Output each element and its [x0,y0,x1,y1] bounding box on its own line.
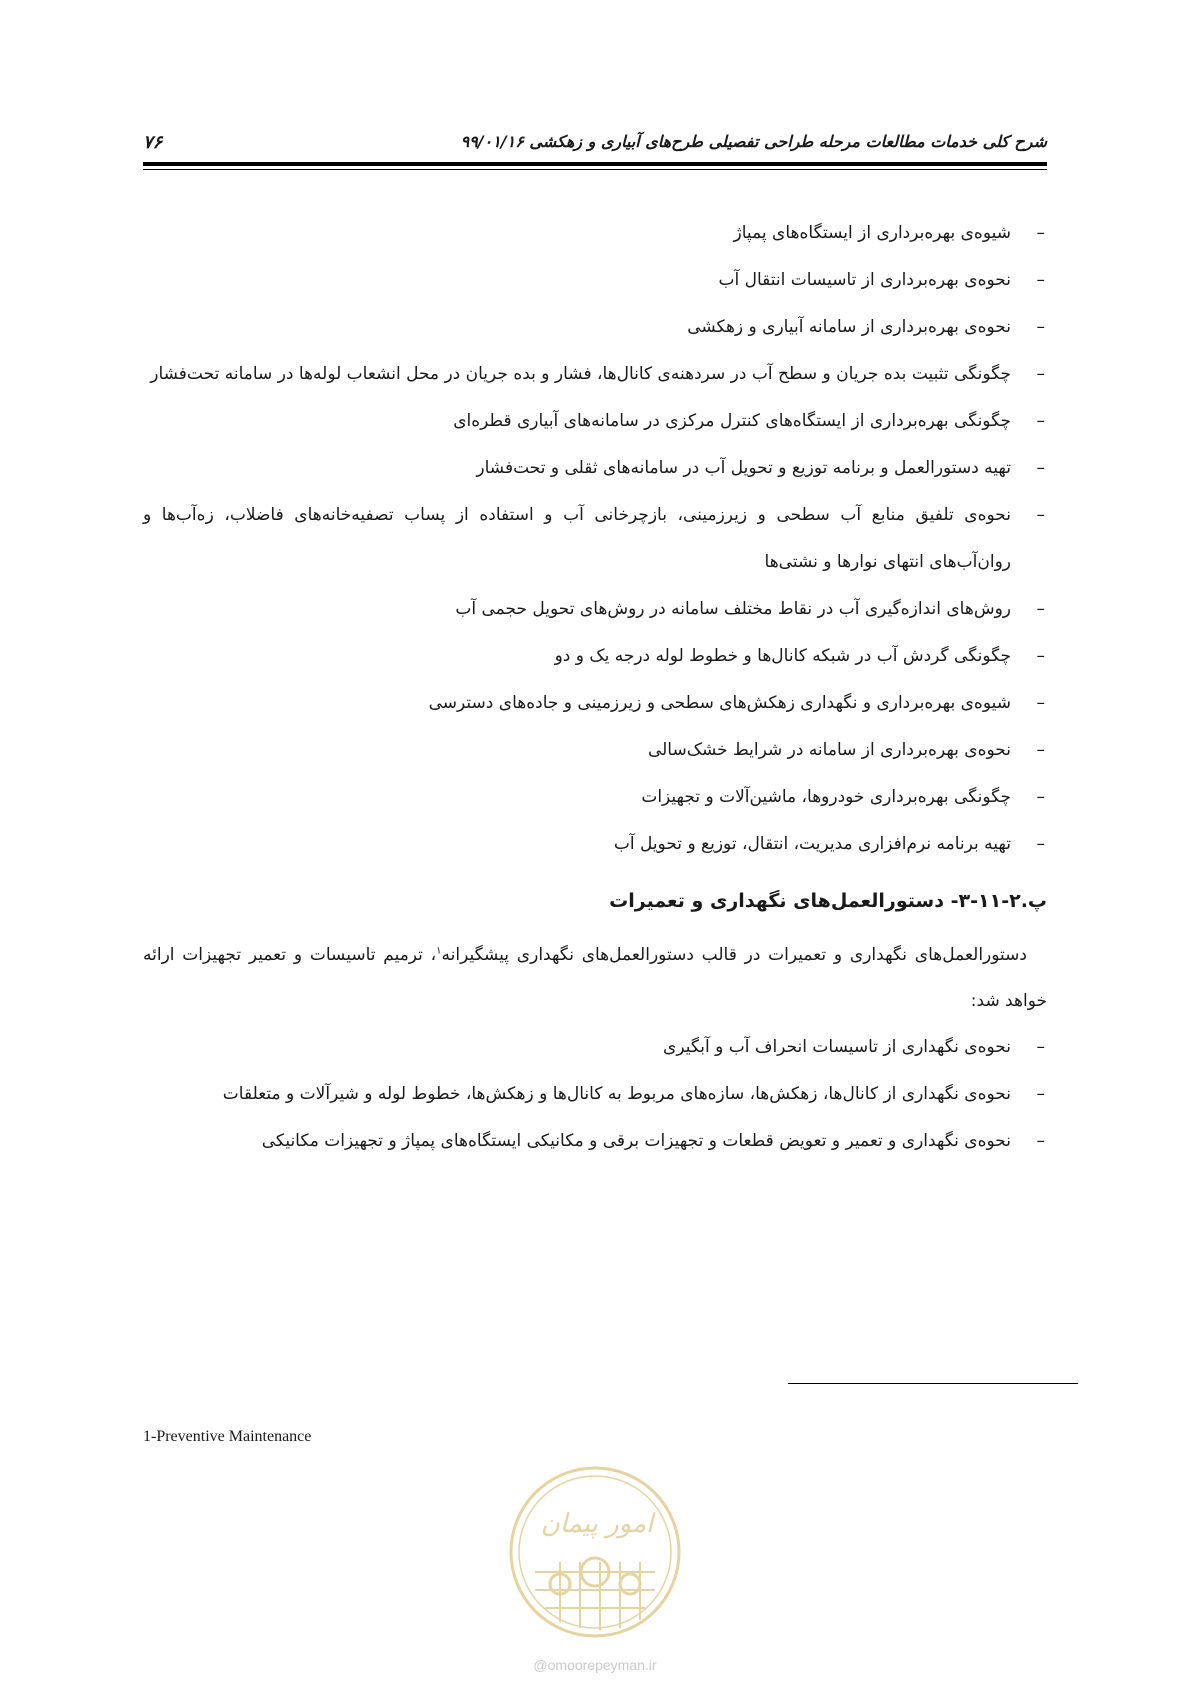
footnote-ref: ۱ [436,945,442,957]
operation-list [143,210,1047,868]
bullet-dash: – [1036,693,1045,713]
footnote-rule [788,1383,1078,1384]
bullet-dash: – [1036,317,1045,337]
list-item: – نحوه‌ی تلفیق منابع آب سطحی و زیرزمینی، بازچرخانی آب و استفاده از پساب تصفیه‌خانه‌های فاضلاب، زه‌آب‌ها و روان‌آب‌های انتهای نوارها و نشتی‌ها [143,492,1047,586]
bullet-dash: – [1036,223,1045,243]
list-item: – نحوه‌ی بهره‌برداری از سامانه آبیاری و زهکشی [143,304,1047,351]
list-item: – نحوه‌ی نگهداری و تعمیر و تعویض قطعات و تجهیزات برقی و مکانیکی ایستگاه‌های پمپاژ و تجهیزات مکانیکی [143,1118,1047,1165]
list-item: – نحوه‌ی نگهداری از تاسیسات انحراف آب و آبگیری [143,1024,1047,1071]
bullet-dash: – [1036,505,1045,525]
list-item: – نحوه‌ی نگهداری از کانال‌ها، زهکش‌ها، سازه‌های مربوط به کانال‌ها و زهکش‌ها، خطوط لوله و شیرآلات و متعلقات [143,1071,1047,1118]
list-item: – نحوه‌ی بهره‌برداری از تاسیسات انتقال آب [143,257,1047,304]
bullet-dash: – [1036,1084,1045,1104]
list-item: – چگونگی بهره‌برداری خودروها، ماشین‌آلات و تجهیزات [143,774,1047,821]
watermark-logo-icon [505,1462,685,1642]
bullet-dash: – [1036,740,1045,760]
list-item: – چگونگی گردش آب در شبکه کانال‌ها و خطوط لوله درجه یک و دو [143,633,1047,680]
list-item: – تهیه برنامه نرم‌افزاری مدیریت، انتقال، توزیع و تحویل آب [143,821,1047,868]
bullet-dash: – [1036,1131,1045,1151]
list-item: – چگونگی تثبیت بده جریان و سطح آب در سردهنه‌ی کانال‌ها، فشار و بده جریان در محل انشعاب لوله‌ها در سامانه تحت‌فشار [143,351,1047,398]
bullet-dash: – [1036,270,1045,290]
list-item: – شیوه‌ی بهره‌برداری و نگهداری زهکش‌های سطحی و زیرزمینی و جاده‌های دسترسی [143,680,1047,727]
section-intro: دستورالعمل‌های نگهداری و تعمیرات در قالب دستورالعمل‌های نگهداری پیشگیرانه$^۱$، ترمیم تاسیسات و تعمیر تجهیزات ارائه خواهد شد: [143,945,1047,1011]
page-number: ۷۶ [143,132,163,153]
watermark-logo-text: امور پیمان [540,1509,654,1539]
list-item: – روش‌های اندازه‌گیری آب در نقاط مختلف سامانه در روش‌های تحویل حجمی آب [143,586,1047,633]
bullet-dash: – [1036,364,1045,384]
bullet-dash: – [1036,646,1045,666]
bullet-dash: – [1036,599,1045,619]
watermark-url: @omoorepeyman.ir [533,1657,657,1673]
bullet-dash: – [1036,1037,1045,1057]
list-item: – تهیه دستورالعمل و برنامه توزیع و تحویل آب در سامانه‌های ثقلی و تحت‌فشار [143,445,1047,492]
bullet-dash: – [1036,787,1045,807]
bullet-dash: – [1036,411,1045,431]
footnote: 1-Preventive Maintenance [143,1428,312,1445]
list-item: – شیوه‌ی بهره‌برداری از ایستگاه‌های پمپاژ [143,210,1047,257]
section-heading: پ.۲-۱۱-۳- دستورالعمل‌های نگهداری و تعمیرات [609,890,1047,912]
list-item: – چگونگی بهره‌برداری از ایستگاه‌های کنترل مرکزی در سامانه‌های آبیاری قطره‌ای [143,398,1047,445]
running-title: شرح کلی خدمات مطالعات مرحله طراحی تفصیلی طرح‌های آبیاری و زهکشی ۹۹/۰۱/۱۶ [460,132,1047,151]
page-body [143,210,1047,1165]
header-rule-thick [143,162,1047,166]
bullet-dash: – [1036,458,1045,478]
header-rule-thin [143,169,1047,170]
maintenance-list [143,1024,1047,1165]
list-item: – نحوه‌ی بهره‌برداری از سامانه در شرایط خشک‌سالی [143,727,1047,774]
bullet-dash: – [1036,834,1045,854]
page-header [143,120,1047,162]
